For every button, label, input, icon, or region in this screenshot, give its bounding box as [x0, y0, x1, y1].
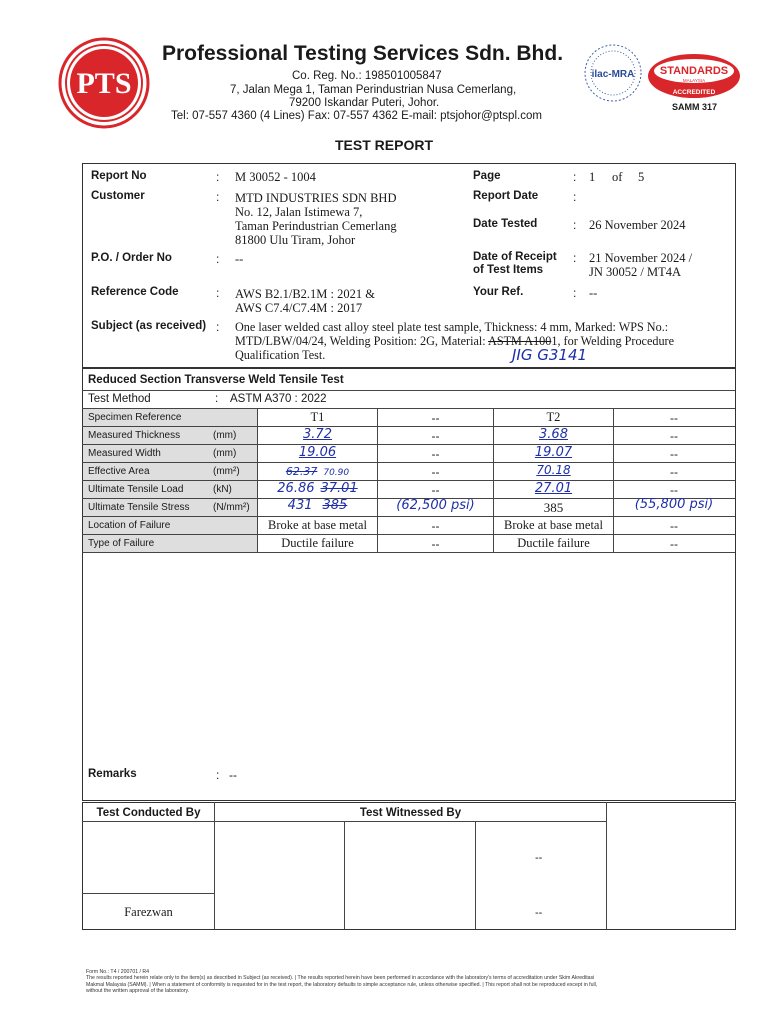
standards-text: STANDARDS [659, 65, 729, 77]
remarks-label: Remarks [88, 768, 137, 780]
grid-line [82, 408, 735, 409]
thickness-t1: 3.72 [303, 427, 332, 442]
stress-t1 [258, 498, 377, 513]
footer-line-1: The results reported herein relate only to the item(s) as described in Subject (as received). | The results reported herein have been performed in accordance with the laboratory's terms of accreditation under Skim Akreditasi [86, 975, 595, 982]
conducted-by-name: Farezwan [124, 905, 173, 919]
footer-line-2: Makmal Malaysia (SAMM). | When a statement of conformity is requested for in the test report, the laboratory defaults to simple acceptance rule, unless otherwise specified. | This report shall not be reproduced except in full, [86, 981, 598, 988]
row-label-ultimate-tensile-load: Ultimate Tensile Load [88, 484, 184, 495]
colon: : [573, 251, 577, 265]
failure-location-t1: Broke at base metal [268, 518, 367, 532]
page-label: Page [473, 170, 501, 182]
subject-struck-material: ASTM A100 [488, 334, 552, 348]
standards-sub-text: MALAYSIA [682, 78, 706, 83]
subject-label: Subject (as received) [91, 320, 207, 332]
stress-t1-corrected: 431 [287, 498, 313, 513]
colon: : [216, 170, 220, 184]
receipt-value-1: 21 November 2024 / [589, 251, 693, 265]
empty-cell: -- [431, 411, 440, 425]
stress-t2-psi: (55,800 psi) [634, 497, 714, 512]
witness-placeholder-2: -- [535, 907, 543, 919]
colon: : [216, 320, 220, 334]
test-conducted-by-header: Test Conducted By [96, 807, 201, 819]
stress-t1-psi: (62,500 psi) [396, 498, 475, 513]
colon: : [216, 252, 220, 266]
empty-cell: -- [431, 465, 440, 479]
test-method-label: Test Method [88, 393, 151, 405]
failure-type-t1: Ductile failure [281, 536, 354, 550]
row-unit: (N/mm²) [213, 502, 250, 513]
accredited-text: ACCREDITED [672, 89, 716, 96]
area-t1-corrected: 70.90 [323, 468, 350, 478]
grid-line [82, 893, 214, 894]
grid-line [82, 462, 735, 463]
grid-line [475, 821, 476, 929]
po-value: -- [235, 252, 244, 266]
width-t2: 19.07 [534, 445, 573, 460]
specimen-t1: T1 [310, 410, 325, 424]
pts-logo [58, 37, 150, 129]
company-contact: Tel: 07-557 4360 (4 Lines) Fax: 07-557 4362 E-mail: ptsjohor@ptspl.com [171, 110, 542, 122]
colon: : [216, 286, 220, 300]
customer-line-3: Taman Perindustrian Cemerlang [235, 219, 397, 233]
reference-line-1: AWS B2.1/B2.1M : 2021 & [235, 287, 375, 301]
subject-line-1: One laser welded cast alloy steel plate test sample, Thickness: 4 mm, Marked: WPS No.: [235, 320, 669, 334]
row-unit: (kN) [213, 484, 232, 495]
report-no-label: Report No [91, 170, 147, 182]
footer-line-3: without the written approval of the laboratory. [86, 988, 190, 995]
width-t1: 19.06 [298, 445, 337, 460]
po-label: P.O. / Order No [91, 252, 172, 264]
row-label-location-of-failure: Location of Failure [88, 520, 171, 531]
company-name: Professional Testing Services Sdn. Bhd. [162, 42, 564, 65]
your-ref-value: -- [589, 286, 598, 300]
reference-label: Reference Code [91, 286, 179, 298]
failure-location-t2: Broke at base metal [504, 518, 603, 532]
empty-cell: -- [431, 447, 440, 461]
empty-cell: -- [670, 411, 678, 425]
logo-text: PTS [76, 67, 132, 100]
grid-line [82, 480, 735, 481]
empty-cell: -- [670, 537, 678, 551]
customer-line-1: MTD INDUSTRIES SDN BHD [235, 191, 397, 205]
ilac-mra-logo [582, 42, 644, 104]
footer-disclaimer [86, 969, 738, 995]
grid-line [82, 444, 735, 445]
thickness-t2: 3.68 [539, 427, 568, 442]
page-total: 5 [638, 170, 645, 184]
stress-t2: 385 [543, 500, 564, 515]
report-no-value: M 30052 - 1004 [235, 170, 316, 184]
customer-line-2: No. 12, Jalan Istimewa 7, [235, 205, 363, 219]
standards-malaysia-logo [646, 52, 742, 100]
area-t1-struck: 62.37 [285, 465, 318, 478]
specimen-t2: T2 [546, 410, 561, 424]
subject-line-2-part-b: 1, for Welding Procedure [551, 334, 675, 348]
colon: : [573, 218, 577, 232]
area-t1 [258, 464, 377, 478]
form-number: Form No.: T4 / 200701 / R4 [86, 969, 150, 975]
your-ref-label: Your Ref. [473, 286, 524, 298]
colon: : [573, 170, 577, 184]
colon: : [216, 768, 220, 782]
report-title: TEST REPORT [334, 137, 433, 153]
customer-label: Customer [91, 190, 145, 202]
grid-line [82, 534, 735, 535]
customer-line-4: 81800 Ulu Tiram, Johor [235, 233, 356, 247]
load-t2: 27.01 [534, 481, 573, 496]
colon: : [216, 190, 220, 204]
company-address-line2: 79200 Iskandar Puteri, Johor. [289, 97, 440, 109]
grid-line [606, 802, 607, 929]
company-address-line1: 7, Jalan Mega 1, Taman Perindustrian Nusa Cemerlang, [230, 84, 517, 96]
receipt-label-2: of Test Items [473, 264, 544, 276]
area-t2: 70.18 [536, 463, 571, 477]
company-reg-no: Co. Reg. No.: 198501005847 [292, 70, 442, 82]
empty-cell: -- [670, 429, 678, 443]
empty-cell: -- [670, 519, 678, 533]
date-tested-label: Date Tested [473, 218, 538, 230]
receipt-label-1: Date of Receipt [473, 251, 557, 263]
load-t1-corrected: 26.86 [277, 481, 315, 496]
page-of: of [612, 170, 623, 184]
row-unit: (mm) [213, 448, 237, 459]
row-label-measured-thickness: Measured Thickness [88, 430, 181, 441]
ilac-text: ilac-MRA [591, 69, 635, 80]
handwritten-material-correction: JIG G3141 [512, 346, 588, 364]
colon: : [573, 190, 577, 204]
empty-cell: -- [431, 483, 440, 497]
empty-cell: -- [670, 483, 678, 497]
samm-number: SAMM 317 [672, 102, 718, 112]
grid-line [214, 802, 215, 929]
grid-line [82, 552, 735, 553]
empty-cell: -- [431, 537, 440, 551]
page-number: 1 [589, 170, 596, 184]
report-date-label: Report Date [473, 190, 539, 202]
test-witnessed-by-header: Test Witnessed By [359, 807, 462, 819]
empty-cell: -- [431, 429, 440, 443]
row-label-specimen-reference: Specimen Reference [88, 412, 182, 423]
subject-line-2-part-a: MTD/LBW/04/24, Welding Position: 2G, Material: [235, 334, 489, 348]
row-label-effective-area: Effective Area [88, 466, 150, 477]
witness-placeholder-1: -- [535, 852, 543, 864]
failure-type-t2: Ductile failure [517, 536, 590, 550]
colon: : [215, 393, 219, 405]
row-label-type-of-failure: Type of Failure [88, 538, 155, 549]
row-unit: (mm²) [213, 466, 240, 477]
grid-line [82, 426, 735, 427]
row-label-measured-width: Measured Width [88, 448, 161, 459]
remarks-value: -- [229, 768, 237, 782]
date-tested-value: 26 November 2024 [589, 218, 686, 232]
empty-cell: -- [670, 465, 678, 479]
row-unit: (mm) [213, 430, 237, 441]
tensile-test-title: Reduced Section Transverse Weld Tensile Test [88, 374, 344, 386]
row-label-ultimate-tensile-stress: Ultimate Tensile Stress [88, 502, 190, 513]
empty-cell: -- [670, 447, 678, 461]
subject-line-2 [235, 334, 674, 349]
divider [82, 390, 735, 391]
empty-cell: -- [431, 519, 440, 533]
reference-line-2: AWS C7.4/C7.4M : 2017 [235, 301, 363, 315]
grid-line [82, 516, 735, 517]
grid-line [344, 821, 345, 929]
subject-line-3: Qualification Test. [235, 348, 326, 362]
load-t1 [258, 481, 377, 496]
test-method-value: ASTM A370 : 2022 [230, 393, 327, 405]
colon: : [573, 286, 577, 300]
stress-t1-struck: 385 [322, 498, 348, 513]
load-t1-struck: 37.01 [320, 481, 358, 496]
receipt-value-2: JN 30052 / MT4A [589, 265, 682, 279]
